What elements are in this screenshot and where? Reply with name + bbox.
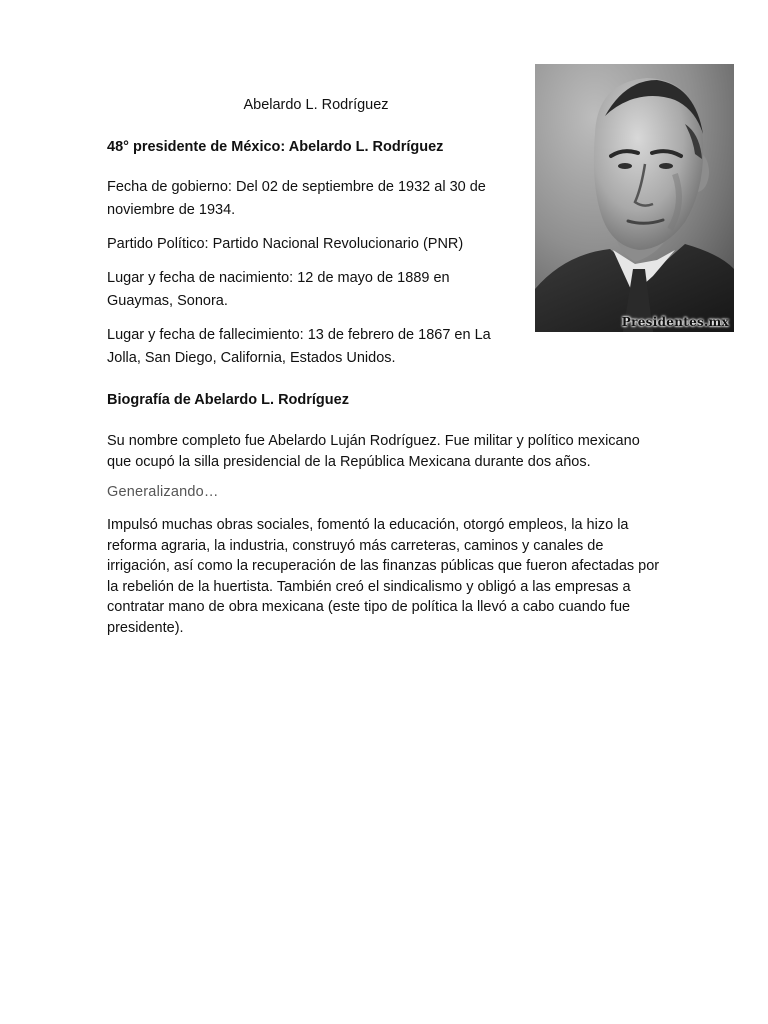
bio-body: Impulsó muchas obras sociales, fomentó la educación, otorgó empleos, la hizo la reforma agraria, la industria, construyó más carreteras, caminos y canales de irrigación, así como la recuperación de las finanzas públicas que fueron afectadas por la rebelión de la huertista. También creó el sindicalismo y obligó a las empresas a contratar mano de obra mexicana (este tipo de política la llevó a cabo cuando fue presidente).	[107, 517, 660, 636]
bio-heading: Biografía de Abelardo L. Rodríguez	[107, 392, 349, 408]
portrait-illustration	[535, 64, 734, 332]
fact-party: Partido Político: Partido Nacional Revolucionario (PNR)	[107, 236, 464, 252]
generalizing-label: Generalizando…	[107, 484, 219, 500]
main-heading: 48° presidente de México: Abelardo L. Rodríguez	[107, 139, 444, 155]
bio-intro: Su nombre completo fue Abelardo Luján Rodríguez. Fue militar y político mexicano que ocupó la silla presidencial de la República Mexicana durante dos años.	[107, 433, 640, 470]
document-title: Abelardo L. Rodríguez	[243, 97, 389, 113]
fact-birth: Lugar y fecha de nacimiento: 12 de mayo de 1889 en Guaymas, Sonora.	[107, 270, 450, 309]
portrait-watermark: Presidentes.mx	[621, 315, 729, 329]
fact-death: Lugar y fecha de fallecimiento: 13 de febrero de 1867 en La Jolla, San Diego, California, Estados Unidos.	[107, 327, 491, 366]
fact-term: Fecha de gobierno: Del 02 de septiembre de 1932 al 30 de noviembre de 1934.	[107, 179, 486, 218]
portrait-photo	[535, 64, 734, 332]
